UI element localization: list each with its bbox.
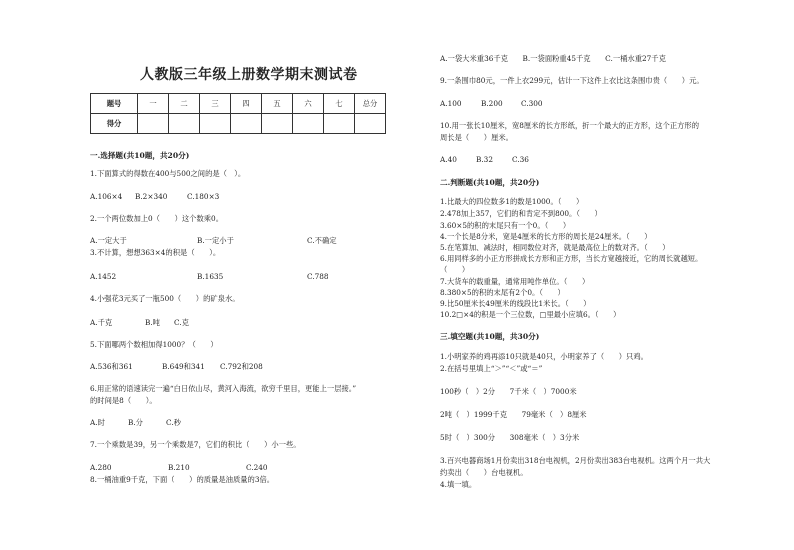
- judgment-6-continued: （ ）: [440, 265, 470, 274]
- question-8-options: A.一袋大米重36千克 B.一袋面粉重45千克 C.一桶水重27千克: [440, 54, 666, 63]
- section-header-judgment: 二.判断题(共10题，共20分): [440, 178, 540, 187]
- question-6: 6.用正常的语速读完一遍“白日依山尽，黄河入海流，欲穷千里目，更能上一层接。”: [90, 384, 357, 393]
- table-cell: 五: [262, 94, 293, 114]
- table-cell: 二: [169, 94, 200, 114]
- table-cell: [293, 114, 324, 134]
- option-b: B.649和341: [162, 362, 205, 371]
- option-b: B.32: [476, 155, 493, 164]
- option-b: B.分: [128, 418, 143, 427]
- option-c: C.240: [246, 463, 268, 472]
- option-a: A.100: [440, 99, 462, 108]
- option-b: B.2×340: [135, 192, 168, 201]
- score-table: [90, 93, 386, 134]
- option-c: C.180×3: [187, 192, 220, 201]
- question-10-continued: 周长是（ ）厘米。: [440, 133, 513, 142]
- question-7: 7.一个乘数是39，另一个乘数是7，它们的积比（ ）小一些。: [90, 440, 301, 449]
- table-cell: [138, 114, 169, 134]
- judgment-6: 6.用同样多的小正方形拼成长方形和正方形，当长方宽越接近，它的周长就越短。: [440, 254, 703, 263]
- section-header-choice: 一.选择题(共10题，共20分): [90, 151, 190, 160]
- question-9: 9.一条围巾80元，一件上衣299元，估计一下这件上衣比这条围巾贵（ ）元。: [440, 76, 704, 85]
- table-cell: [169, 114, 200, 134]
- option-c: C.792和208: [220, 362, 263, 371]
- table-cell: [324, 114, 355, 134]
- fill-2-line-c: 5时（ ）300分 308毫米（ ）3分米: [440, 433, 580, 442]
- judgment-4: 4.一个长是8分米，宽是4厘米的长方形的周长是24厘米。（ ）: [440, 232, 652, 241]
- fill-1: 1.小明家养的鸡再添10只就是40只，小明家养了（ ）只鸡。: [440, 352, 648, 361]
- option-b: B.吨: [145, 318, 160, 327]
- option-a: A.106×4: [90, 192, 123, 201]
- question-5: 5.下面哪两个数相加得1000？（ ）: [90, 340, 218, 349]
- table-cell: [355, 114, 386, 134]
- option-c: C.300: [521, 99, 543, 108]
- option-a: A.1452: [90, 272, 117, 281]
- fill-3: 3.百兴电器商场1月份卖出318台电视机，2月份卖出383台电视机。这两个月一共大: [440, 456, 711, 465]
- option-a: A.一定大于: [90, 236, 127, 245]
- option-b: B.一定小于: [197, 236, 234, 245]
- table-cell: 三: [200, 94, 231, 114]
- fill-2-line-b: 2吨（ ）1999千克 79毫米（ ）8厘米: [440, 410, 587, 419]
- table-cell: [231, 114, 262, 134]
- score-table-score-row: [91, 114, 386, 134]
- section-header-fill: 三.填空题(共10题，共30分): [440, 332, 540, 341]
- option-a: A.280: [90, 463, 112, 472]
- judgment-9: 9.比50厘米长49厘米的线段比1米长。（ ）: [440, 299, 591, 308]
- judgment-3: 3.60×5的积的末尾只有一个0。（ ）: [440, 221, 571, 230]
- judgment-5: 5.在笔算加、减法时，相同数位对齐，就是最高位上的数对齐。（ ）: [440, 243, 670, 252]
- option-a: A.536和361: [90, 362, 133, 371]
- option-c: C.788: [307, 272, 329, 281]
- page-title: 人教版三年级上册数学期末测试卷: [140, 67, 358, 83]
- question-1: 1.下面算式的得数在400与500之间的是（ ）。: [90, 169, 246, 178]
- table-cell: [262, 114, 293, 134]
- table-cell: 得分: [91, 114, 138, 134]
- fill-4: 4.填一填。: [440, 480, 477, 489]
- table-cell: 总分: [355, 94, 386, 114]
- option-b: B.1635: [197, 272, 224, 281]
- table-cell: 七: [324, 94, 355, 114]
- option-b: B.200: [481, 99, 503, 108]
- judgment-1: 1.比最大的四位数多1的数是1000。（ ）: [440, 197, 584, 206]
- option-c: C.不确定: [307, 236, 337, 245]
- fill-3-continued: 约卖出（ ）台电视机。: [440, 468, 528, 477]
- question-4: 4.小强花3元买了一瓶500（ ）的矿泉水。: [90, 294, 240, 303]
- score-table-header-row: [91, 94, 386, 114]
- question-2: 2.一个两位数加上0（ ）这个数乘0。: [90, 214, 223, 223]
- option-c: C.克: [174, 318, 189, 327]
- option-c: C.36: [512, 155, 529, 164]
- table-cell: [200, 114, 231, 134]
- judgment-10: 10.2□×4的积是一个三位数，□里最小应填6。（ ）: [440, 310, 621, 319]
- table-cell: 一: [138, 94, 169, 114]
- judgment-7: 7.大货车的载重量，通常用吨作单位。（ ）: [440, 277, 590, 286]
- fill-2: 2.在括号里填上“＞”“＜”或“＝”: [440, 364, 543, 373]
- option-a: A.时: [90, 418, 105, 427]
- option-c: C.秒: [166, 418, 181, 427]
- option-a: A.千克: [90, 318, 113, 327]
- option-b: B.210: [168, 463, 190, 472]
- table-cell: 四: [231, 94, 262, 114]
- table-cell: 题号: [91, 94, 138, 114]
- judgment-2: 2.478加上357，它们的和肯定不到800。（ ）: [440, 209, 602, 218]
- judgment-8: 8.380×5的积的末尾有2个0。（ ）: [440, 288, 565, 297]
- table-cell: 六: [293, 94, 324, 114]
- question-10: 10.用一张长10厘米，宽8厘米的长方形纸，折一个最大的正方形，这个正方形的: [440, 121, 700, 130]
- question-6-continued: 的时间是8（ ）。: [90, 396, 157, 405]
- option-a: A.40: [440, 155, 457, 164]
- question-3: 3.不计算，想想363×4的积是（ ）。: [90, 248, 221, 257]
- fill-2-line-a: 100秒（ ）2分 7千米（ ）7000米: [440, 387, 577, 396]
- question-8: 8.一桶油重9千克，下面（ ）的质量是油质量的3倍。: [90, 475, 275, 484]
